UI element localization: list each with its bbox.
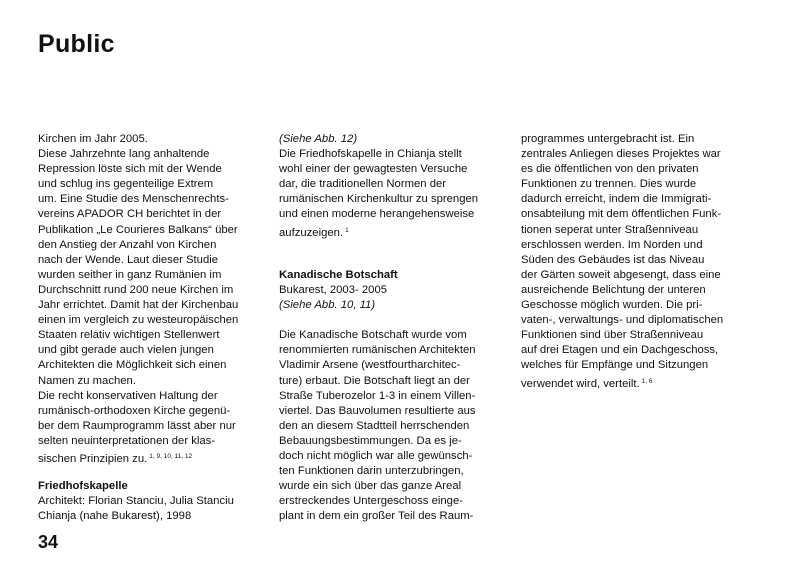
text-line: Durchschnitt rund 200 neue Kirchen im [38, 283, 234, 296]
text-line: und schlug ins gegenteilige Extrem [38, 178, 214, 191]
text-line: Vladimir Arsene (westfourtharchitec- [279, 359, 461, 372]
page-title: Public [38, 30, 115, 58]
text-line: zentrales Anliegen dieses Projektes war [521, 148, 721, 161]
column-1-last-line-text: sischen Prinzipien zu. [38, 452, 148, 465]
section-heading-friedhofskapelle: Friedhofskapelle [38, 480, 128, 493]
text-line: vaten-, verwaltungs- und diplomatischen [521, 314, 724, 327]
figure-reference: (Siehe Abb. 10, 11) [279, 299, 376, 312]
text-line: nach der Wende. Laut dieser Studie [38, 253, 219, 266]
footnote-refs: 1 [345, 226, 349, 234]
text-line: wohl einer der gewagtesten Versuche [279, 163, 468, 176]
text-line: auf drei Etagen und ein Dachgeschoss, [521, 344, 719, 357]
text-line: programmes untergebracht ist. Ein [521, 133, 695, 145]
column-2-last-line [279, 223, 505, 238]
text-line: ber dem Raumprogramm lässt aber nur [38, 419, 236, 432]
text-line: Repression löste sich mit der Wende [38, 163, 222, 176]
text-line: Chianja (nahe Bukarest), 1998 [38, 510, 192, 523]
text-line: onsabteilung mit dem öffentlichen Funk- [521, 208, 722, 221]
column-3-paragraph [521, 132, 747, 374]
text-line: plant in dem ein großer Teil des Raum- [279, 510, 474, 523]
text-line: und gibt gerade auch vielen jungen [38, 344, 214, 357]
text-line: Architekt: Florian Stanciu, Julia Stanciu [38, 495, 234, 508]
text-line: wurden seither in ganz Rumänien im [38, 268, 222, 281]
column-1-paragraph [38, 132, 264, 449]
text-line: Jahr errichtet. Damit hat der Kirchenbau [38, 299, 239, 312]
friedhofskapelle-info [38, 494, 264, 524]
text-line: einen im vergleich zu westeuropäischen [38, 314, 239, 327]
text-line: selten neuinterpretationen der klas- [38, 434, 216, 447]
text-line: welches für Empfänge und Sitzungen [521, 359, 709, 372]
text-line: tionen seperat unter Straßenniveau [521, 223, 699, 236]
text-line: Architekten die Möglichkeit sich einen [38, 359, 227, 372]
text-line: es die öffentlichen von den privaten [521, 163, 699, 176]
figure-reference: (Siehe Abb. 12) [279, 133, 358, 145]
text-column-1 [38, 132, 264, 524]
text-line: der Gärten soweit abgesengt, dass eine [521, 268, 721, 281]
text-line: ten Funktionen darin unterzubringen, [279, 465, 464, 478]
text-line: dar, die traditionellen Normen der [279, 178, 447, 191]
text-line: um. Eine Studie des Menschenrechts- [38, 193, 229, 206]
text-line: Die recht konservativen Haltung der [38, 389, 218, 402]
botschaft-paragraph [279, 328, 505, 524]
text-line: und einen moderne herangehensweise [279, 208, 475, 221]
text-line: erschlossen werden. Im Norden und [521, 238, 703, 251]
text-line: wurde ein sich über das ganze Areal [279, 480, 462, 493]
text-line: ture) erbaut. Die Botschaft liegt an der [279, 374, 470, 387]
text-line: erstreckendes Untergeschoss einge- [279, 495, 463, 508]
text-line: vereins APADOR CH berichtet in der [38, 208, 222, 221]
text-line: rumänisch-orthodoxen Kirche gegenü- [38, 404, 231, 417]
text-line: Die Kanadische Botschaft wurde vom [279, 329, 467, 342]
text-line: Die Friedhofskapelle in Chianja stellt [279, 148, 462, 161]
text-line: Süden des Gebäudes ist das Niveau [521, 253, 705, 266]
footnote-refs: 1, 9, 10, 11, 12 [149, 452, 193, 460]
text-line: ausreichende Belichtung der unteren [521, 283, 706, 296]
column-3-last-line-text: verwendet wird, verteilt. [521, 377, 640, 390]
text-line: doch nicht möglich war alle gewünsch- [279, 449, 473, 462]
column-1-last-line [38, 449, 264, 464]
text-line: Funktionen sind über Straßenniveau [521, 329, 704, 342]
section-heading-kanadische-botschaft: Kanadische Botschaft [279, 268, 398, 281]
text-line: Geschosse möglich wurden. Die pri- [521, 299, 703, 312]
text-line: Diese Jahrzehnte lang anhaltende [38, 148, 210, 161]
botschaft-info: Bukarest, 2003- 2005 [279, 283, 388, 296]
column-2-paragraph [279, 147, 505, 222]
text-line: viertel. Das Bauvolumen resultierte aus [279, 404, 476, 417]
column-3-last-line [521, 374, 747, 389]
text-line: Funktionen zu trennen. Dies wurde [521, 178, 697, 191]
text-line: rumänischen Kirchenkultur zu sprengen [279, 193, 479, 206]
text-line: Staaten relativ wichtigen Stellenwert [38, 329, 220, 342]
text-line: Publikation „Le Courieres Balkans“ über [38, 223, 238, 236]
text-line: Bebauungsbestimmungen. Da es je- [279, 434, 462, 447]
text-line: Straße Tuberozelor 1-3 in einem Villen- [279, 389, 476, 402]
text-line: dadurch erreicht, indem die Immigrati- [521, 193, 712, 206]
text-line: renommierten rumänischen Architekten [279, 344, 476, 357]
text-line: den Anstieg der Anzahl von Kirchen [38, 238, 217, 251]
footnote-refs: 1, 6 [641, 377, 653, 385]
text-line: Namen zu machen. [38, 374, 136, 387]
page-number: 34 [38, 532, 59, 552]
text-line: Kirchen im Jahr 2005. [38, 133, 148, 145]
text-column-2 [279, 132, 505, 524]
text-line: den an diesem Stadtteil herrschenden [279, 419, 470, 432]
text-column-3 [521, 132, 747, 389]
column-2-last-line-text: aufzuzeigen. [279, 226, 344, 239]
